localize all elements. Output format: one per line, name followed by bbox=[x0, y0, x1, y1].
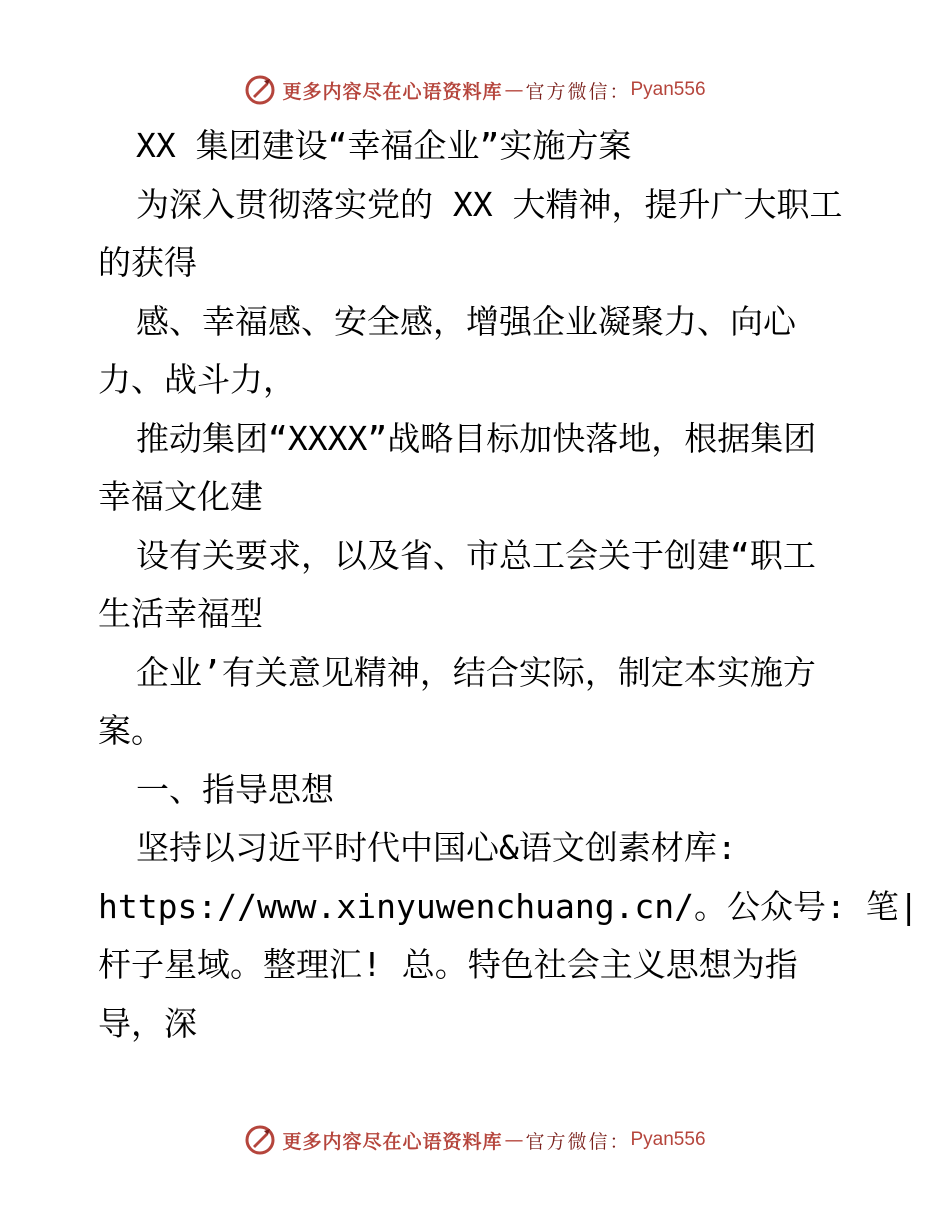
quill-pen-logo-icon bbox=[244, 1124, 276, 1156]
banner-wechat-handle: Pyan556 bbox=[630, 1129, 706, 1150]
banner-wechat-label: 官方微信： bbox=[525, 80, 631, 103]
paragraph-line: 感、幸福感、安全感，增强企业凝聚力、向心 bbox=[136, 301, 796, 341]
banner-wechat-handle: Pyan556 bbox=[630, 79, 706, 100]
banner-main-text: 更多内容尽在心语资料库 bbox=[282, 80, 503, 103]
banner-separator: — bbox=[504, 1129, 524, 1151]
paragraph-line: 杆子星域。整理汇! 总。特色社会主义思想为指 bbox=[98, 945, 798, 984]
paragraph-line: 企业’有关意见精神，结合实际，制定本实施方 bbox=[136, 652, 816, 692]
paragraph-line: 设有关要求，以及省、市总工会关于创建“职工 bbox=[136, 535, 816, 575]
paragraph-line: 坚持以习近平时代中国心&语文创素材库: bbox=[136, 828, 737, 867]
document-body bbox=[98, 117, 919, 1053]
paragraph-line: 为深入贯彻落实党的 XX 大精神，提升广大职工 bbox=[136, 184, 843, 224]
paragraph-line: 的获得 bbox=[98, 243, 197, 282]
banner-wechat-label: 官方微信： bbox=[525, 1130, 631, 1153]
quill-pen-logo-icon bbox=[244, 74, 276, 106]
banner-main-text: 更多内容尽在心语资料库 bbox=[282, 1130, 503, 1153]
footer-watermark-banner bbox=[0, 1120, 950, 1160]
banner-separator: — bbox=[504, 79, 524, 101]
paragraph-line: 案。 bbox=[98, 711, 164, 750]
paragraph-line: 力、战斗力， bbox=[98, 360, 296, 399]
paragraph-line: https://www.xinyuwenchuang.cn/。公众号: 笔| bbox=[98, 886, 919, 926]
section-heading: 一、指导思想 bbox=[136, 769, 334, 809]
paragraph-line: 生活幸福型 bbox=[98, 594, 263, 633]
paragraph-line: 推动集团“XXXX”战略目标加快落地，根据集团 bbox=[136, 418, 817, 458]
paragraph-line: 幸福文化建 bbox=[98, 477, 263, 516]
header-watermark-banner bbox=[0, 70, 950, 110]
paragraph-line: 导，深 bbox=[98, 1003, 197, 1043]
document-title: XX 集团建设“幸福企业”实施方案 bbox=[136, 126, 632, 165]
